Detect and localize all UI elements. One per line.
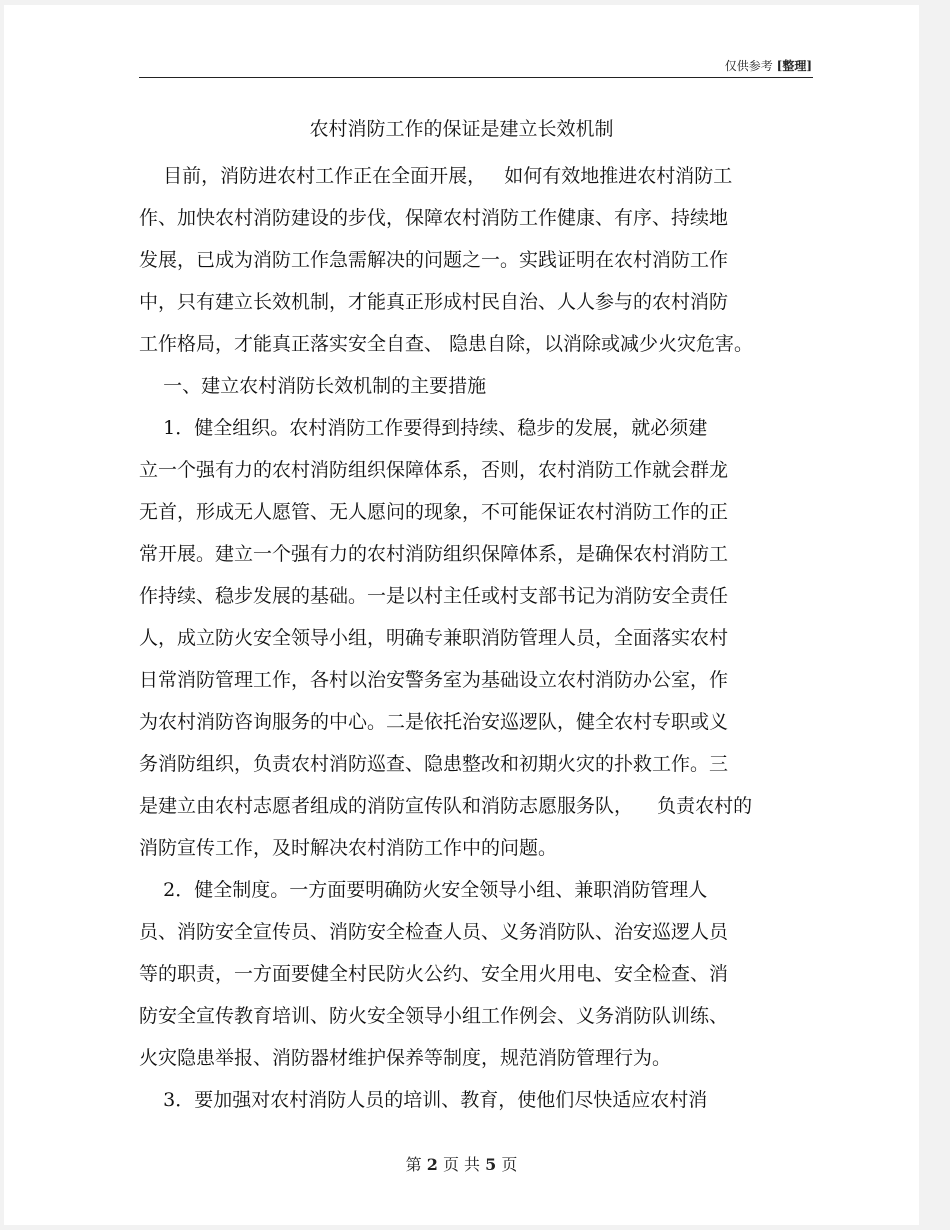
text-line: 消防宣传工作，及时解决农村消防工作中的问题。 (139, 837, 558, 859)
text-line: 立一个强有力的农村消防组织保障体系，否则，农村消防工作就会群龙 (139, 459, 729, 481)
text-line: 员、消防安全宣传员、消防安全检查人员、义务消防队、治安巡逻人员 (139, 921, 729, 943)
text-line: 作持续、稳步发展的基础。一是以村主任或村支部书记为消防安全责任 (139, 585, 729, 607)
footer-page-number: 2 (426, 1155, 438, 1174)
text-line: 防安全宣传教育培训、防火安全领导小组工作例会、义务消防队训练、 (139, 1005, 729, 1027)
text-line: 一、建立农村消防长效机制的主要措施 (139, 375, 487, 397)
text-line: 常开展。建立一个强有力的农村消防组织保障体系，是确保农村消防工 (139, 543, 729, 565)
text-line: 火灾隐患举报、消防器材维护保养等制度，规范消防管理行为。 (139, 1047, 672, 1069)
text-line: 等的职责，一方面要健全村民防火公约、安全用火用电、安全检查、消 (139, 963, 729, 985)
header-text: 仅供参考 (724, 59, 773, 73)
footer-total-pages: 5 (485, 1155, 497, 1174)
footer-suffix: 页 (501, 1155, 518, 1174)
text-line: 1．健全组织。农村消防工作要得到持续、稳步的发展，就必须建 (139, 417, 708, 439)
document-title: 农村消防工作的保证是建立长效机制 (309, 118, 614, 140)
text-line: 人，成立防火安全领导小组，明确专兼职消防管理人员，全面落实农村 (139, 627, 729, 649)
text-line: 中，只有建立长效机制，才能真正形成村民自治、人人参与的农村消防 (139, 291, 729, 313)
text-line: 发展，已成为消防工作急需解决的问题之一。实践证明在农村消防工作 (139, 249, 729, 271)
text-line: 日常消防管理工作，各村以治安警务室为基础设立农村消防办公室，作 (139, 669, 729, 691)
text-line: 无首，形成无人愿管、无人愿问的现象，不可能保证农村消防工作的正 (139, 501, 729, 523)
header-bracket: [整理] (776, 59, 812, 73)
footer-prefix: 第 (405, 1155, 422, 1174)
footer-middle: 页 共 (442, 1155, 481, 1174)
text-line: 作、加快农村消防建设的步伐，保障农村消防工作健康、有序、持续地 (139, 207, 729, 229)
page-header (139, 56, 812, 76)
page-footer (4, 1154, 919, 1176)
text-line: 为农村消防咨询服务的中心。二是依托治安巡逻队，健全农村专职或义 (139, 711, 729, 733)
text-line: 务消防组织，负责农村消防巡查、隐患整改和初期火灾的扑救工作。三 (139, 753, 729, 775)
header-rule (139, 77, 813, 78)
text-line: 工作格局，才能真正落实安全自查、 隐患自除，以消除或减少火灾危害。 (139, 333, 754, 355)
document-body (139, 155, 813, 1121)
document-page (4, 5, 919, 1225)
text-line: 是建立由农村志愿者组成的消防宣传队和消防志愿服务队， 负责农村的 (139, 795, 753, 817)
text-line: 2．健全制度。一方面要明确防火安全领导小组、兼职消防管理人 (139, 879, 708, 901)
text-line: 3．要加强对农村消防人员的培训、教育，使他们尽快适应农村消 (139, 1089, 708, 1111)
text-line: 目前，消防进农村工作正在全面开展， 如何有效地推进农村消防工 (139, 165, 733, 187)
